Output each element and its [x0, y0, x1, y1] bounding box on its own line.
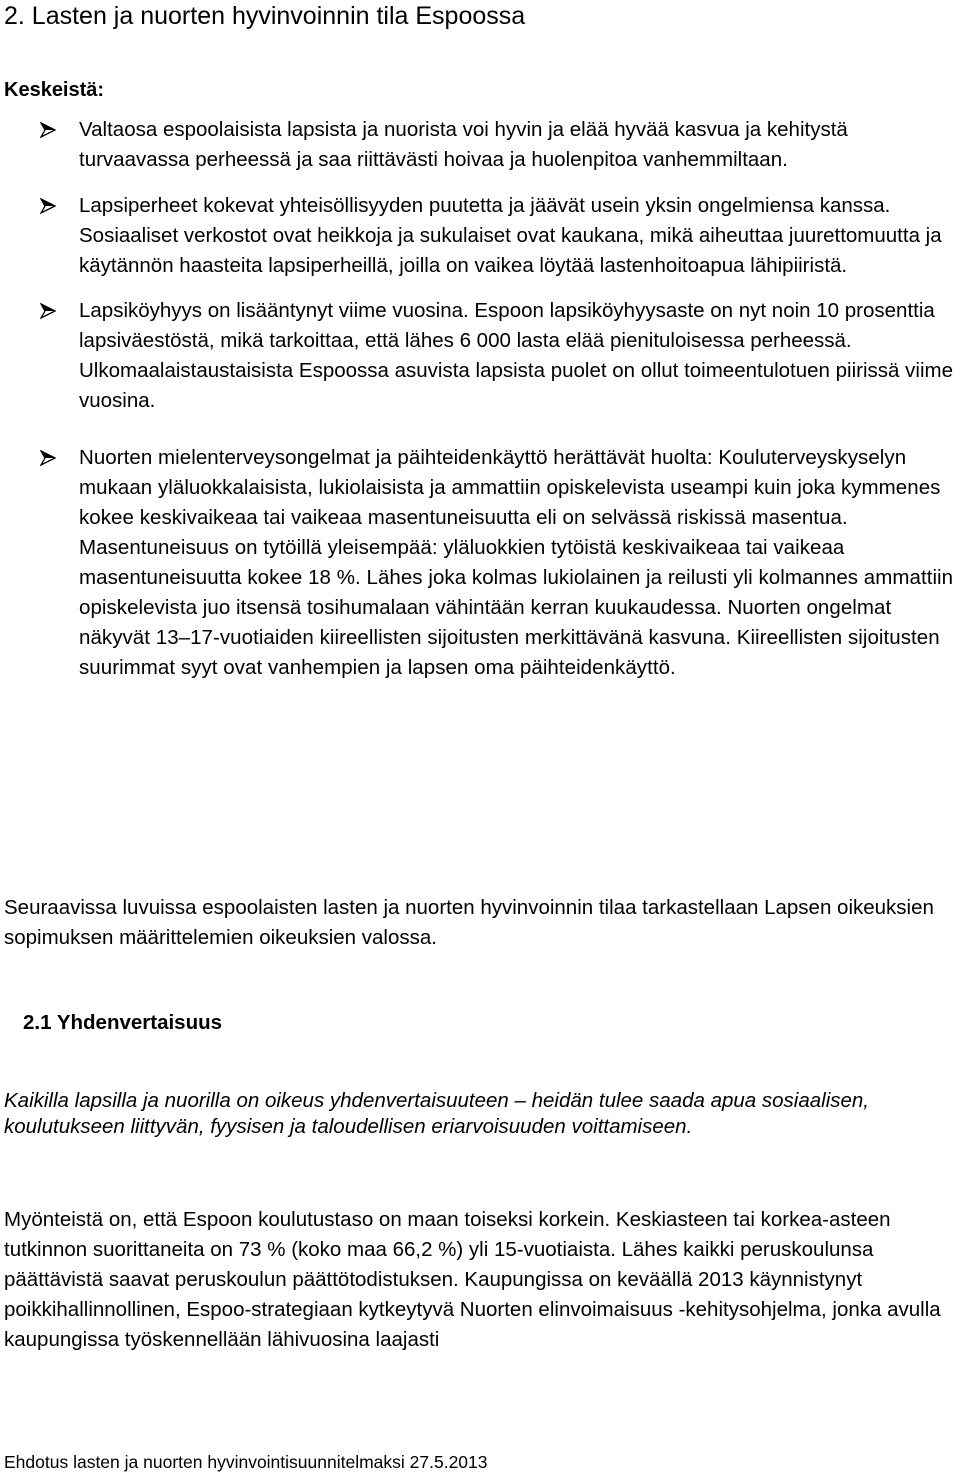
key-points-label: Keskeistä:	[4, 79, 105, 101]
bullet-text: Valtaosa espoolaisista lapsista ja nuorista voi hyvin ja elää hyvää kasvua ja kehitystä turvaavassa perheessä ja saa riittävästi hoivaa ja huolenpitoa vanhemmiltaan.	[79, 118, 848, 171]
page-footer: Ehdotus lasten ja nuorten hyvinvointisuunnitelmaksi 27.5.2013	[4, 1452, 488, 1472]
bullet-text: Lapsiköyhyys on lisääntynyt viime vuosina. Espoon lapsiköyhyysaste on nyt noin 10 prosenttia lapsiväestöstä, mikä tarkoittaa, että lähes 6 000 lasta elää pienituloisessa perheessä. Ulkomaalaistaustaisista Espoossa asuvista lapsista puolet on ollut toimeentulotuen piirissä viime vuosina.	[79, 299, 953, 412]
arrowhead-bullet-icon	[40, 450, 56, 466]
list-item	[0, 191, 960, 281]
list-item	[0, 443, 960, 683]
arrowhead-bullet-icon	[40, 122, 56, 138]
list-item	[0, 296, 960, 416]
key-points-list	[0, 115, 960, 683]
principle-paragraph: Kaikilla lapsilla ja nuorilla on oikeus yhdenvertaisuuteen – heidän tulee saada apua sosiaalisen, koulutukseen liittyvän, fyysisen ja taloudellisen eriarvoisuuden voittamiseen.	[4, 1089, 869, 1138]
bullet-text: Lapsiperheet kokevat yhteisöllisyyden puutetta ja jäävät usein yksin ongelmiensa kanssa. Sosiaaliset verkostot ovat heikkoja ja sukulaiset ovat kaukana, mikä aiheuttaa juurettomuutta ja käytännön haasteita lapsiperheillä, joilla on vaikea löytää lastenhoitoapua lähipiiristä.	[79, 194, 942, 277]
body-paragraph: Myönteistä on, että Espoon koulutustaso on maan toiseksi korkein. Keskiasteen tai korkea-asteen tutkinnon suorittaneita on 73 % (koko maa 66,2 %) yli 15-vuotiaista. Lähes kaikki peruskoulunsa päättävistä saavat peruskoulun päättötodistuksen. Kaupungissa on keväällä 2013 käynnistynyt poikkihallinnollinen, Espoo-strategiaan kytkeytyvä Nuorten elinvoimaisuus -kehitysohjelma, jonka avulla kaupungissa työskennellään lähivuosina laajasti	[4, 1208, 941, 1351]
arrowhead-bullet-icon	[40, 198, 56, 214]
section-title: 2.1 Yhdenvertaisuus	[23, 1011, 223, 1034]
list-item	[0, 115, 960, 175]
arrowhead-bullet-icon	[40, 303, 56, 319]
page-heading: 2. Lasten ja nuorten hyvinvoinnin tila Espoossa	[4, 2, 526, 30]
bullet-text: Nuorten mielenterveysongelmat ja päihteidenkäyttö herättävät huolta: Kouluterveyskyselyn mukaan yläluokkalaisista, lukiolaisista ja ammattiin opiskelevista useampi kuin joka kymmenes kokee keskivaikeaa tai vaikeaa masentuneisuutta eli on selvässä riskissä masentua. Masentuneisuus on tytöillä yleisempää: yläluokkien tytöistä keskivaikeaa tai vaikeaa masentuneisuutta kokee 18 %. Lähes joka kolmas lukiolainen ja reilusti yli kolmannes ammattiin opiskelevista juo itsensä tosihumalaan vähintään kerran kuukaudessa. Nuorten ongelmat näkyvät 13–17-vuotiaiden kiireellisten sijoitusten merkittävänä kasvuna. Kiireellisten sijoitusten suurimmat syyt ovat vanhempien ja lapsen oma päihteidenkäyttö.	[79, 446, 954, 679]
intro-paragraph: Seuraavissa luvuissa espoolaisten lasten ja nuorten hyvinvoinnin tilaa tarkastellaan Lapsen oikeuksien sopimuksen määrittelemien oikeuksien valossa.	[4, 896, 934, 949]
